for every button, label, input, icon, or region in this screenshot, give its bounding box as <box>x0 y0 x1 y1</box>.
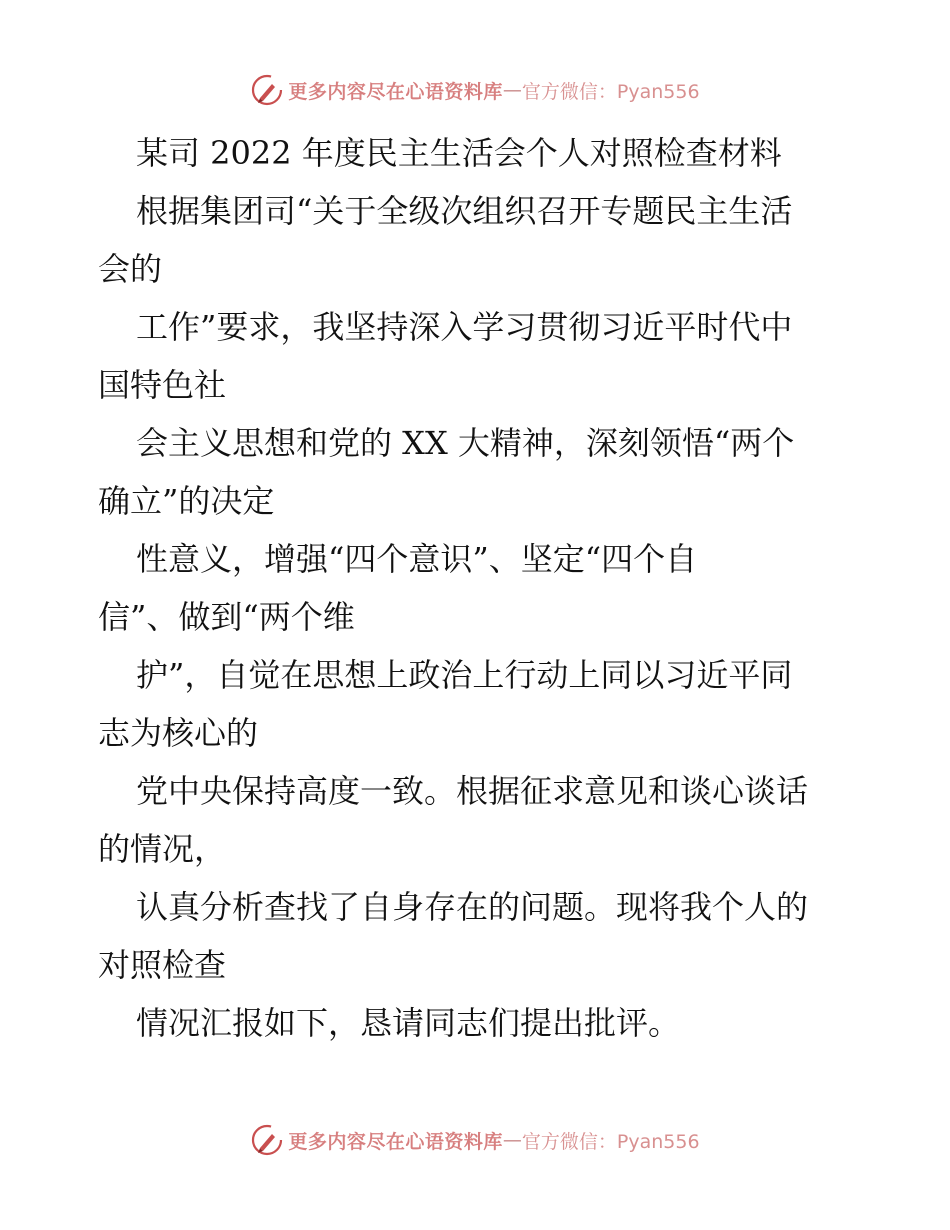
text-line: 党中央保持高度一致。根据征求意见和谈心谈话 <box>136 772 809 810</box>
text-line: 对照检查 <box>98 946 227 984</box>
banner-contact-text: 官方微信：Pyan556 <box>521 80 700 103</box>
text-line: 确立”的决定 <box>98 482 275 520</box>
text-line: 工作”要求，我坚持深入学习贯彻习近平时代中 <box>136 308 793 346</box>
text-line: 情况汇报如下，恳请同志们提出批评。 <box>136 1004 681 1042</box>
text-line: 根据集团司“关于全级次组织召开专题民主生活 <box>136 192 793 230</box>
text-line: 性意义，增强“四个意识”、坚定“四个自 <box>136 540 698 578</box>
banner-brand-text: 更多内容尽在心语资料库 <box>288 1130 503 1153</box>
banner-brand-text: 更多内容尽在心语资料库 <box>288 80 503 103</box>
text-line: 志为核心的 <box>98 714 259 752</box>
text-line: 会主义思想和党的 XX 大精神，深刻领悟“两个 <box>136 424 795 462</box>
text-line: 的情况， <box>98 830 227 868</box>
pen-logo-icon <box>250 1123 284 1157</box>
header-banner <box>0 70 950 110</box>
text-line: 信”、做到“两个维 <box>98 598 355 636</box>
banner-contact-text: 官方微信：Pyan556 <box>521 1130 700 1153</box>
banner-dash: — <box>502 1129 522 1151</box>
text-line: 国特色社 <box>98 366 227 404</box>
text-line: 某司 2022 年度民主生活会个人对照检查材料 <box>136 134 782 172</box>
text-line: 护”，自觉在思想上政治上行动上同以习近平同 <box>136 656 793 694</box>
footer-banner <box>0 1120 950 1160</box>
banner-dash: — <box>502 79 522 101</box>
pen-logo-icon <box>250 73 284 107</box>
text-line: 会的 <box>98 250 163 288</box>
text-line: 认真分析查找了自身存在的问题。现将我个人的 <box>136 888 809 926</box>
document-body <box>98 124 858 1052</box>
